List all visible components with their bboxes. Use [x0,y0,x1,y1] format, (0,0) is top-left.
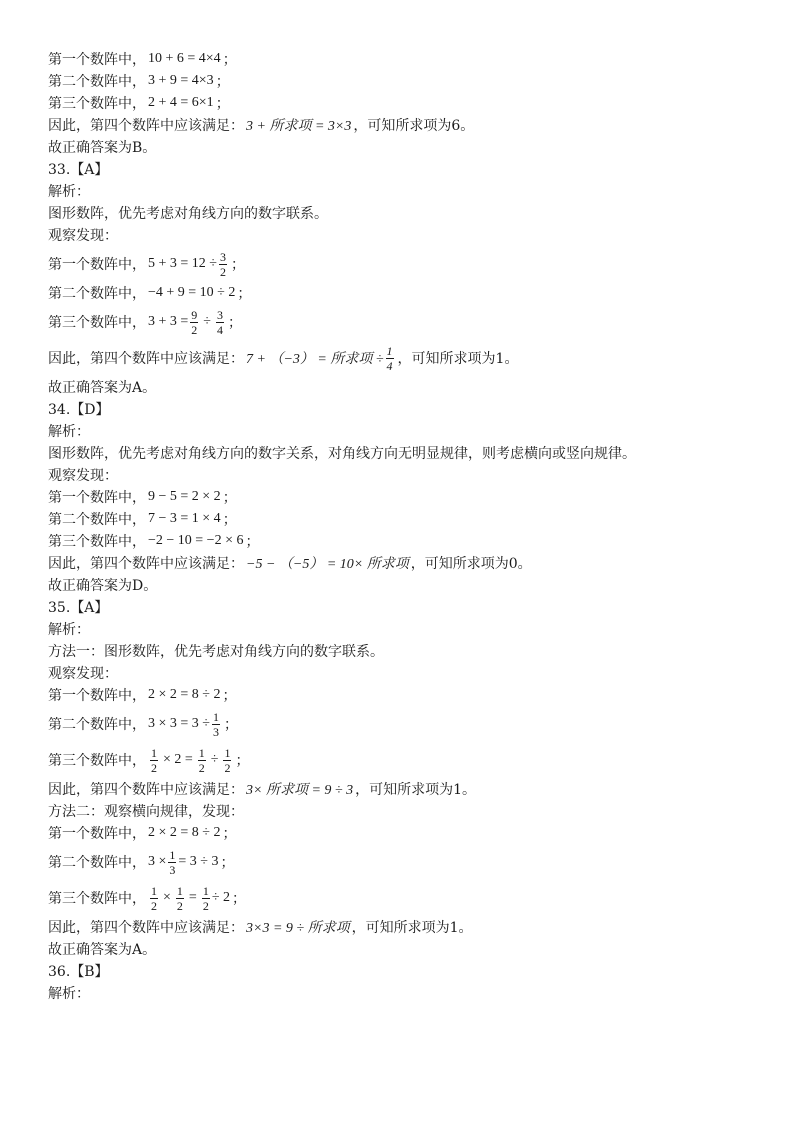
fraction: $\frac{1}{2}$ [151,883,157,913]
method-two-text: 方法二：观察横向规律，发现： [48,804,244,820]
question-header-35: 35.【A】 [48,600,109,616]
fraction: $\frac{3}{2}$ [219,249,226,279]
fraction: $\frac{1}{4}$ [386,343,393,373]
equation: 3 × $\frac{1}{3}$ = 3 ÷ 3 [148,847,219,877]
answer-line: 故正确答案为A。 [48,942,157,958]
document-page [48,48,778,1004]
equation: 3 + 所求项 = 3×3 [246,119,352,134]
analysis-label: 解析： [48,622,90,638]
equation: −5 − （−5） = 10× 所求项 [246,557,409,572]
question-header-33: 33.【A】 [48,162,109,178]
equation: 3 + 3 = $\frac{9}{2}$ ÷ $\frac{3}{4}$ [148,307,223,337]
line-q34-3: 第三个数阵中， −2 − 10 = −2 × 6 ； [48,533,260,550]
question-header-34: 34.【D】 [48,402,110,418]
line-q35-a3: 第三个数阵中， $\frac{1}{2}$ × 2 = $\frac{1}{2}$ ÷ $\frac{1}{2}$ ； [48,745,250,775]
equation: 10 + 6 = 4×4 [148,51,221,66]
equation: 2 × 2 = 8 ÷ 2 [148,825,221,840]
line-q33-2: 第二个数阵中， −4 + 9 = 10 ÷ 2 ； [48,285,252,302]
line-q32-1: 第一个数阵中， 10 + 6 = 4×4 ； [48,51,237,68]
fraction: $\frac{9}{2}$ [191,307,198,337]
fraction: $\frac{1}{2}$ [224,745,231,775]
analysis-text: 图形数阵，优先考虑对角线方向的数字关系，对角线方向无明显规律，则考虑横向或竖向规律。 [48,446,636,462]
analysis-label: 解析： [48,424,90,440]
question-header-36: 36.【B】 [48,964,109,980]
equation: 3 × 3 = 3 ÷ $\frac{1}{3}$ [148,709,219,739]
line-q33-conclusion: 因此，第四个数阵中应该满足： 7 + （−3） = 所求项 ÷ $\frac{1}{4}$ ，可知所求项为1。 [48,343,519,373]
fraction: $\frac{1}{2}$ [151,745,157,775]
answer-line: 故正确答案为D。 [48,578,158,594]
fraction: $\frac{1}{3}$ [212,709,219,739]
equation: −4 + 9 = 10 ÷ 2 [148,285,236,300]
equation: 2 × 2 = 8 ÷ 2 [148,687,221,702]
observation-label: 观察发现： [48,468,118,484]
answer-line: 故正确答案为A。 [48,380,157,396]
equation: 3×3 = 9 ÷ 所求项 [246,921,350,936]
equation: 3 + 9 = 4×3 [148,73,214,88]
answer-line: 故正确答案为B。 [48,140,157,156]
line-q34-conclusion: 因此，第四个数阵中应该满足： −5 − （−5） = 10× 所求项 ，可知所求项为0。 [48,552,778,574]
equation: 2 + 4 = 6×1 [148,95,214,110]
line-q32-2: 第二个数阵中， 3 + 9 = 4×3 ； [48,73,230,90]
fraction: $\frac{1}{2}$ [176,883,183,913]
line-q35-a1: 第一个数阵中， 2 × 2 = 8 ÷ 2 ； [48,687,237,704]
line-q35-a2: 第二个数阵中， 3 × 3 = 3 ÷ $\frac{1}{3}$ ； [48,709,238,739]
analysis-label: 解析： [48,184,90,200]
line-q35-b-conclusion: 因此，第四个数阵中应该满足： 3×3 = 9 ÷ 所求项 ，可知所求项为1。 [48,916,778,938]
observation-label: 观察发现： [48,228,118,244]
equation: −2 − 10 = −2 × 6 [148,533,244,548]
observation-label: 观察发现： [48,666,118,682]
method-one-text: 方法一：图形数阵，优先考虑对角线方向的数字联系。 [48,644,384,660]
analysis-label: 解析： [48,986,90,1002]
equation: $\frac{1}{2}$ × 2 = $\frac{1}{2}$ ÷ $\frac{1}{2}$ [151,745,231,775]
equation: $\frac{1}{2}$ × $\frac{1}{2}$ = $\frac{1}{2}$ ÷ 2 [151,883,230,913]
equation: 9 − 5 = 2 × 2 [148,489,221,504]
line-q33-3: 第三个数阵中， 3 + 3 = $\frac{9}{2}$ ÷ $\frac{3}{4}$ ； [48,307,242,337]
line-q34-2: 第二个数阵中， 7 − 3 = 1 × 4 ； [48,511,237,528]
fraction: $\frac{1}{2}$ [198,745,205,775]
line-q33-1: 第一个数阵中， 5 + 3 = 12 ÷ $\frac{3}{2}$ ； [48,249,245,279]
equation: 3× 所求项 = 9 ÷ 3 [246,783,354,798]
fraction: $\frac{3}{4}$ [216,307,223,337]
line-q35-b2: 第二个数阵中， 3 × $\frac{1}{3}$ = 3 ÷ 3 ； [48,847,235,877]
line-q35-b3: 第三个数阵中， $\frac{1}{2}$ × $\frac{1}{2}$ = $\frac{1}{2}$ ÷ 2 ； [48,883,246,913]
line-q35-b1: 第一个数阵中， 2 × 2 = 8 ÷ 2 ； [48,825,237,842]
line-q32-3: 第三个数阵中， 2 + 4 = 6×1 ； [48,95,230,112]
line-q32-conclusion: 因此，第四个数阵中应该满足： 3 + 所求项 = 3×3 ，可知所求项为6。 [48,114,778,136]
line-q34-1: 第一个数阵中， 9 − 5 = 2 × 2 ； [48,489,237,506]
equation: 7 − 3 = 1 × 4 [148,511,221,526]
line-q35-a-conclusion: 因此，第四个数阵中应该满足： 3× 所求项 = 9 ÷ 3 ，可知所求项为1。 [48,778,778,800]
analysis-text: 图形数阵，优先考虑对角线方向的数字联系。 [48,206,328,222]
equation: 7 + （−3） = 所求项 ÷ $\frac{1}{4}$ [246,343,393,373]
equation: 5 + 3 = 12 ÷ $\frac{3}{2}$ [148,249,226,279]
fraction: $\frac{1}{3}$ [169,847,176,877]
fraction: $\frac{1}{2}$ [202,883,209,913]
